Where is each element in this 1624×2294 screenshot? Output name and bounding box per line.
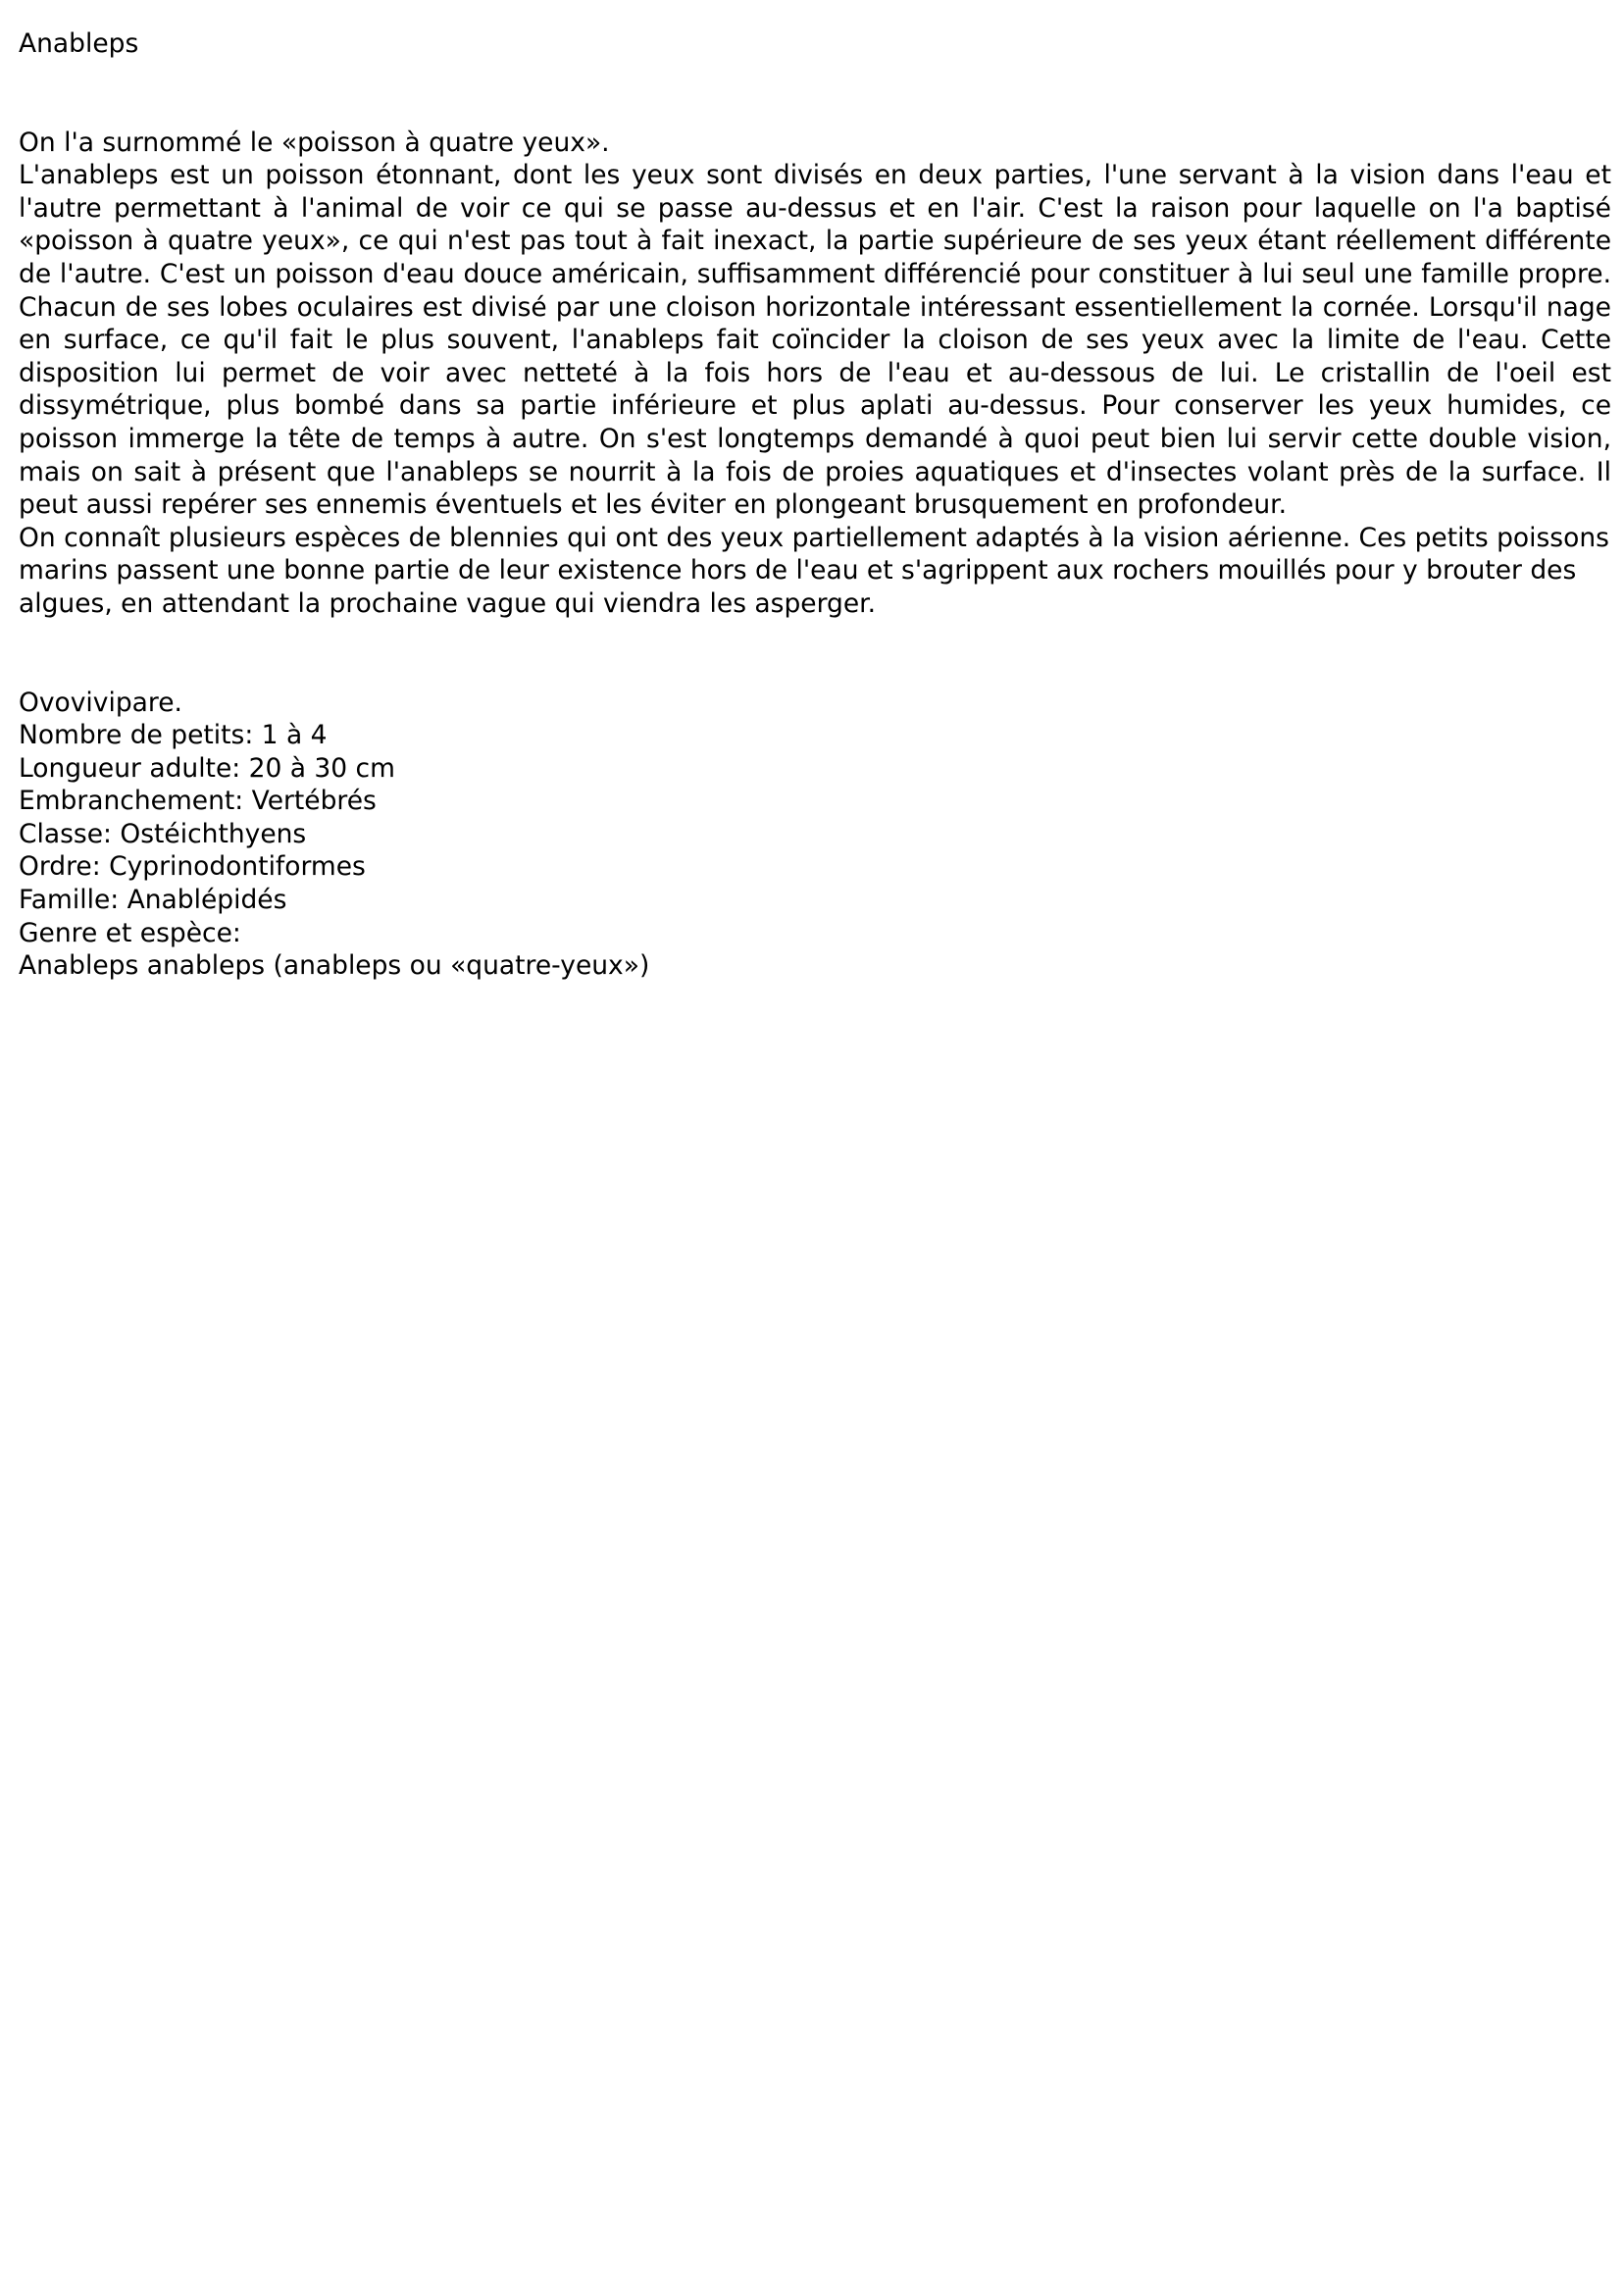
- fact-genus-label: Genre et espèce:: [19, 917, 241, 948]
- lead-sentence: On l'a surnommé le «poisson à quatre yeux».: [19, 127, 610, 158]
- document-title: Anableps: [19, 28, 139, 59]
- spacer: [19, 621, 1611, 687]
- paragraph-blennies: On connaît plusieurs espèces de blennies qui ont des yeux partiellement adaptés à la vision aérienne. Ces petits poissons marins passent une bonne partie de leur existence hors de l'eau et s'agrippent aux rochers mouillés pour y brouter des algues, en attendant la prochaine vague qui viendra les asperger.: [19, 522, 1609, 619]
- fact-order: Ordre: Cyprinodontiformes: [19, 851, 366, 883]
- paragraph-eyes: L'anableps est un poisson étonnant, dont les yeux sont divisés en deux parties, l'une servant à la vision dans l'eau et l'autre permettant à l'animal de voir ce qui se passe au-dessus et en l'air. C'est la raison pour laquelle on l'a baptisé «poisson à quatre yeux», ce qui n'est pas tout à fait inexact, la partie supérieure de ses yeux étant réellement différente de l'autre. C'est un poisson d'eau douce américain, suffisamment différencié pour constituer à lui seul une famille propre. Chacun de ses lobes oculaires est divisé par une cloison horizontale intéressant essentiellement la cornée. Lorsqu'il nage en surface, ce qu'il fait le plus souvent, l'anableps fait coïncider la cloison de ses yeux avec la limite de l'eau. Cette disposition lui permet de voir avec netteté à la fois hors de l'eau et au-dessous de lui. Le cristallin de l'oeil est dissymétrique, plus bombé dans sa partie inférieure et plus aplati au-dessus. Pour conserver les yeux humides, ce poisson immerge la tête de temps à autre. On s'est longtemps demandé à quoi peut bien lui servir cette double vision, mais on sait à présent que l'anableps se nourrit à la fois de proies aquatiques et d'insectes volant près de la surface. Il peut aussi repérer ses ennemis éventuels et les éviter en plongeant brusquement en profondeur.: [19, 160, 1611, 521]
- fact-offspring: Nombre de petits: 1 à 4: [19, 720, 328, 751]
- facts-list: [19, 687, 1611, 983]
- fact-family: Famille: Anablépidés: [19, 885, 287, 916]
- fact-phylum: Embranchement: Vertébrés: [19, 786, 377, 817]
- fact-length: Longueur adulte: 20 à 30 cm: [19, 752, 395, 784]
- fact-species: Anableps anableps (anableps ou «quatre-yeux»): [19, 950, 650, 982]
- fact-reproduction: Ovovivipare.: [19, 687, 182, 718]
- document-page: [19, 27, 1611, 983]
- spacer: [19, 61, 1611, 127]
- fact-class: Classe: Ostéichthyens: [19, 818, 307, 849]
